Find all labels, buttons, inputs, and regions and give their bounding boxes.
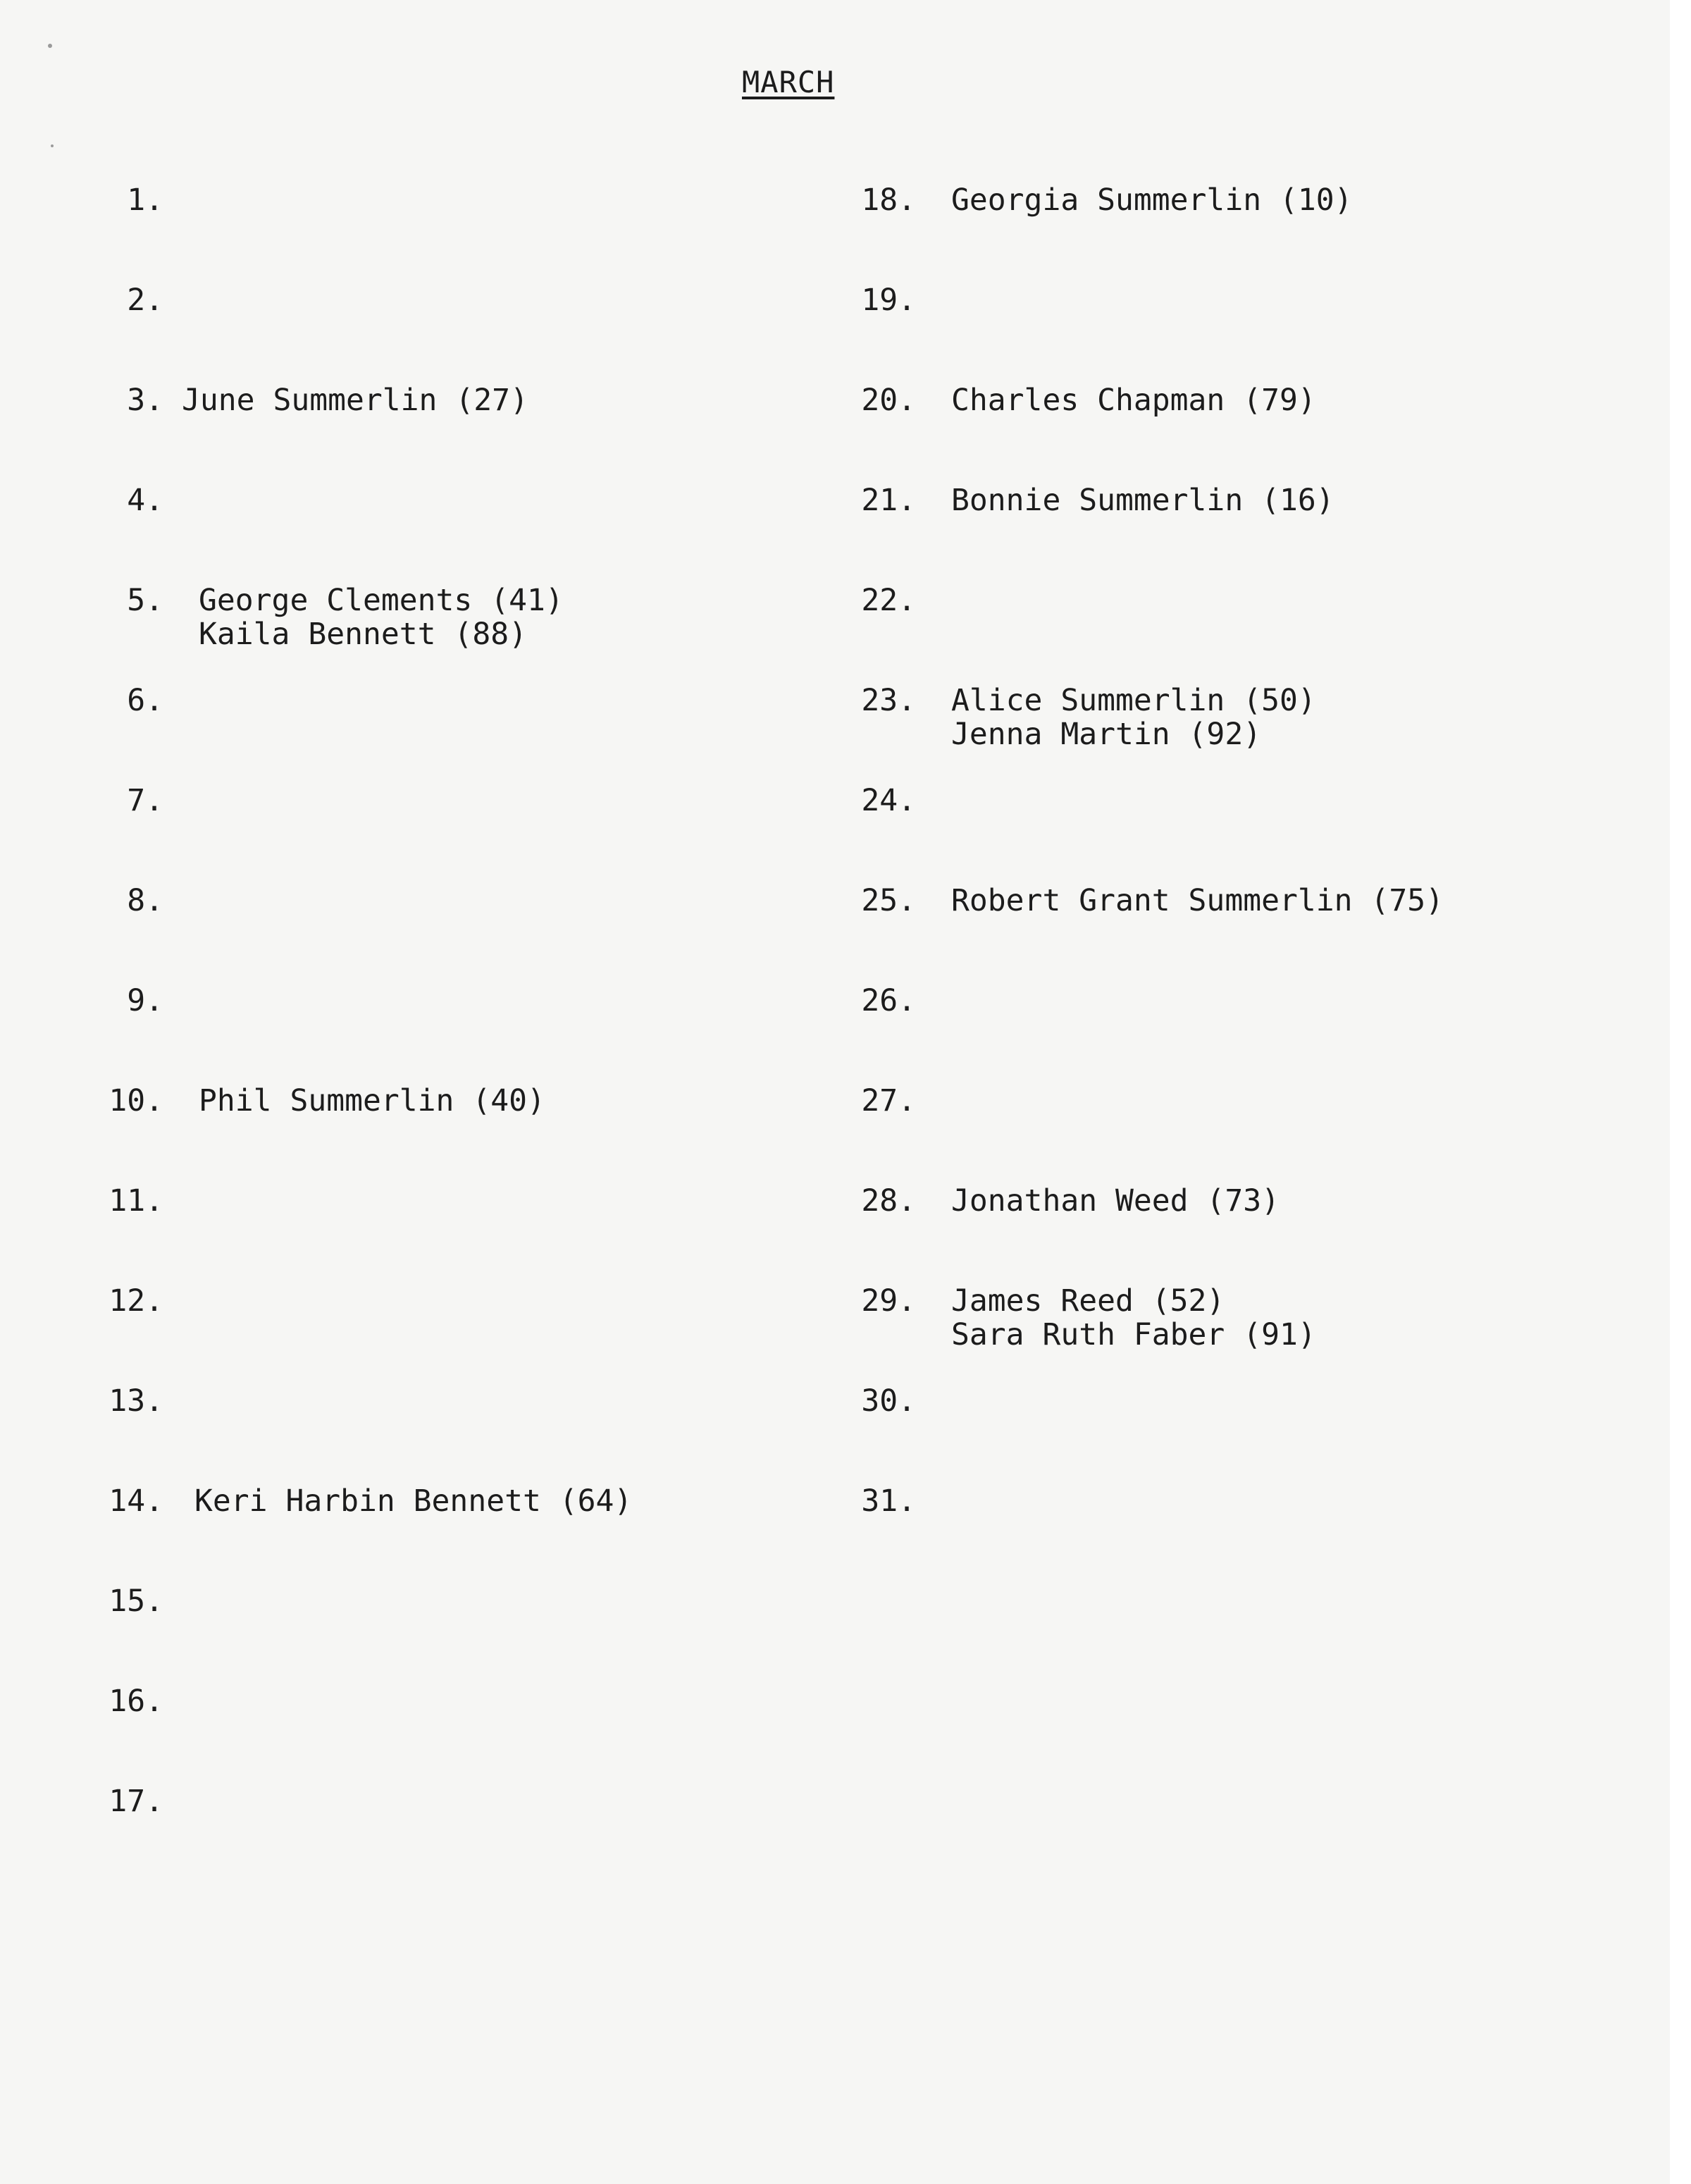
day-number: 28. (861, 1183, 916, 1219)
list-item-day-31 (846, 1484, 916, 1518)
birthday-names (199, 1084, 545, 1118)
page-title: MARCH (742, 65, 835, 99)
day-number: 11. (109, 1183, 163, 1219)
page-edge (1670, 0, 1691, 2184)
list-item-day-9 (99, 984, 163, 1018)
day-number: 21. (861, 483, 916, 518)
day-number: 15. (109, 1584, 163, 1619)
birthday-name: Georgia Summerlin (10) (951, 183, 1353, 218)
list-item-day-21 (846, 483, 1334, 517)
day-number: 27. (861, 1083, 916, 1118)
birthday-names (951, 884, 1444, 918)
day-number: 12. (109, 1283, 163, 1319)
day-number: 16. (109, 1684, 163, 1719)
birthday-names (951, 183, 1353, 217)
day-number: 22. (861, 583, 916, 618)
list-item-day-13 (99, 1384, 163, 1418)
day-number: 14. (109, 1483, 163, 1519)
birthday-name: Sara Ruth Faber (91) (951, 1317, 1316, 1352)
day-number: 25. (861, 883, 916, 918)
list-item-day-17 (99, 1784, 163, 1818)
list-item-day-28 (846, 1184, 1280, 1218)
list-item-day-5 (99, 584, 564, 651)
list-item-day-16 (99, 1684, 163, 1718)
birthday-names (951, 1284, 1316, 1352)
list-item-day-15 (99, 1584, 163, 1618)
day-number: 26. (861, 983, 916, 1018)
birthday-names (199, 584, 564, 651)
list-item-day-23 (846, 684, 1316, 751)
list-item-day-14 (99, 1484, 632, 1518)
list-item-day-18 (846, 183, 1353, 217)
day-number: 24. (861, 783, 916, 818)
birthday-name: Robert Grant Summerlin (75) (951, 883, 1444, 918)
list-item-day-3 (99, 383, 528, 417)
list-item-day-25 (846, 884, 1444, 918)
birthday-name: June Summerlin (27) (182, 383, 528, 418)
day-number: 5. (127, 583, 163, 618)
list-item-day-12 (99, 1284, 163, 1318)
birthday-name: Charles Chapman (79) (951, 383, 1316, 418)
birthday-names (194, 1484, 632, 1518)
birthday-name: George Clements (41) (199, 583, 564, 618)
paper-speck (51, 144, 54, 147)
list-item-day-4 (99, 483, 163, 517)
birthday-name: Jonathan Weed (73) (951, 1183, 1280, 1219)
birthday-names (951, 1184, 1280, 1218)
birthday-name: Jenna Martin (92) (951, 717, 1262, 752)
day-number: 20. (861, 383, 916, 418)
list-item-day-8 (99, 884, 163, 918)
list-item-day-19 (846, 283, 916, 317)
day-number: 13. (109, 1383, 163, 1419)
birthday-name: Bonnie Summerlin (16) (951, 483, 1334, 518)
day-number: 3. (127, 383, 163, 418)
birthday-names (951, 483, 1334, 517)
birthday-name: Phil Summerlin (40) (199, 1083, 545, 1118)
day-number: 31. (861, 1483, 916, 1519)
birthday-names (951, 684, 1316, 751)
list-item-day-11 (99, 1184, 163, 1218)
day-number: 1. (127, 183, 163, 218)
list-item-day-30 (846, 1384, 916, 1418)
day-number: 18. (861, 183, 916, 218)
list-item-day-26 (846, 984, 916, 1018)
list-item-day-7 (99, 784, 163, 818)
day-number: 17. (109, 1784, 163, 1819)
birthday-name: Keri Harbin Bennett (64) (194, 1483, 633, 1519)
day-number: 4. (127, 483, 163, 518)
day-number: 2. (127, 283, 163, 318)
day-number: 29. (861, 1283, 916, 1319)
list-item-day-22 (846, 584, 916, 617)
day-number: 19. (861, 283, 916, 318)
list-item-day-6 (99, 684, 163, 717)
list-item-day-29 (846, 1284, 1316, 1352)
birthday-name: Kaila Bennett (88) (199, 617, 527, 652)
day-number: 23. (861, 683, 916, 718)
list-item-day-10 (99, 1084, 545, 1118)
list-item-day-24 (846, 784, 916, 818)
list-item-day-1 (99, 183, 163, 217)
birthday-name: Alice Summerlin (50) (951, 683, 1316, 718)
list-item-day-2 (99, 283, 163, 317)
list-item-day-20 (846, 383, 1316, 417)
day-number: 30. (861, 1383, 916, 1419)
birthday-name: James Reed (52) (951, 1283, 1225, 1319)
day-number: 9. (127, 983, 163, 1018)
day-number: 8. (127, 883, 163, 918)
birthday-names (182, 383, 528, 417)
day-number: 10. (109, 1083, 163, 1118)
paper-speck (48, 44, 52, 48)
day-number: 7. (127, 783, 163, 818)
birthday-names (951, 383, 1316, 417)
list-item-day-27 (846, 1084, 916, 1118)
day-number: 6. (127, 683, 163, 718)
